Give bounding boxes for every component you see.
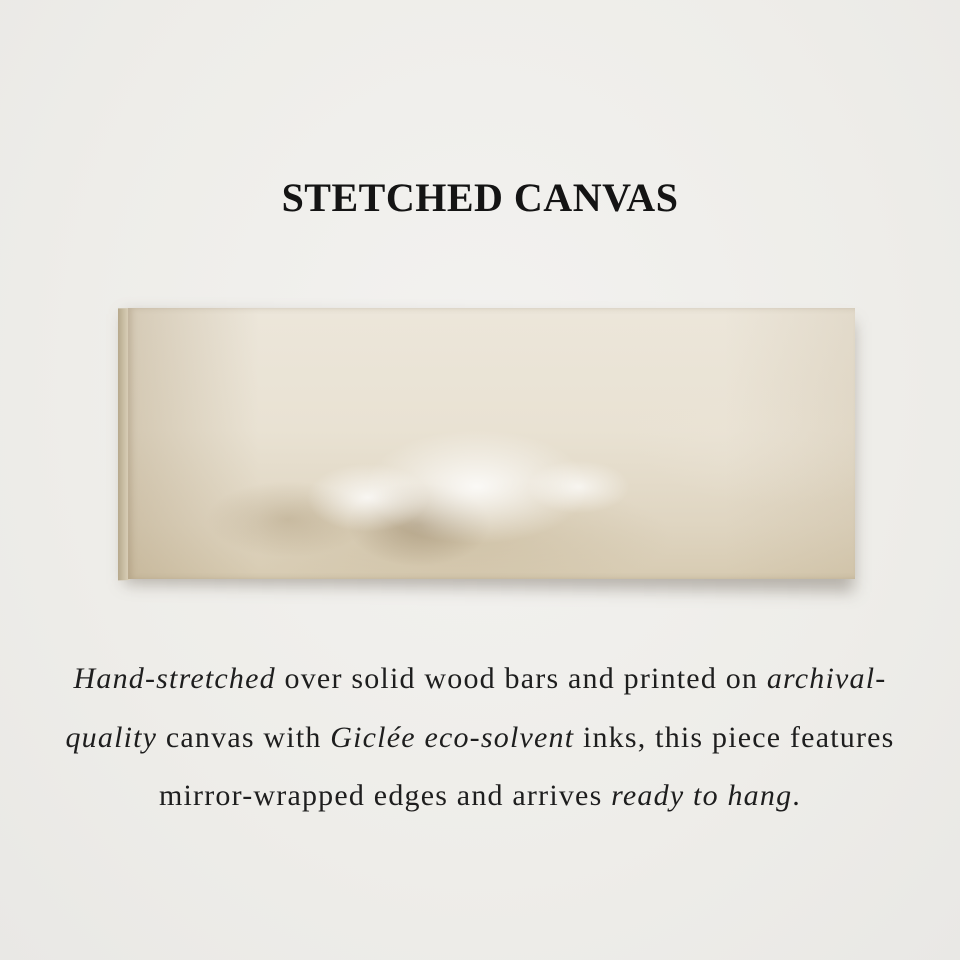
description-text-3: inks, this piece features mirror-wrapped edges and arrives xyxy=(158,720,895,812)
product-description xyxy=(60,650,900,826)
description-archival-quality: archival-quality xyxy=(65,662,887,754)
description-ready-to-hang: ready to hang xyxy=(611,779,793,812)
description-text-4: . xyxy=(792,779,801,812)
description-text-1: over solid wood bars and printed on xyxy=(275,662,767,695)
description-giclee: Giclée eco-solvent xyxy=(330,720,575,754)
description-text-2: canvas with xyxy=(157,720,331,754)
description-hand-stretched: Hand-stretched xyxy=(73,662,276,695)
canvas-product-image xyxy=(110,300,860,595)
canvas-cloud-artwork xyxy=(128,308,855,579)
page-title: STETCHED CANVAS xyxy=(281,175,679,220)
